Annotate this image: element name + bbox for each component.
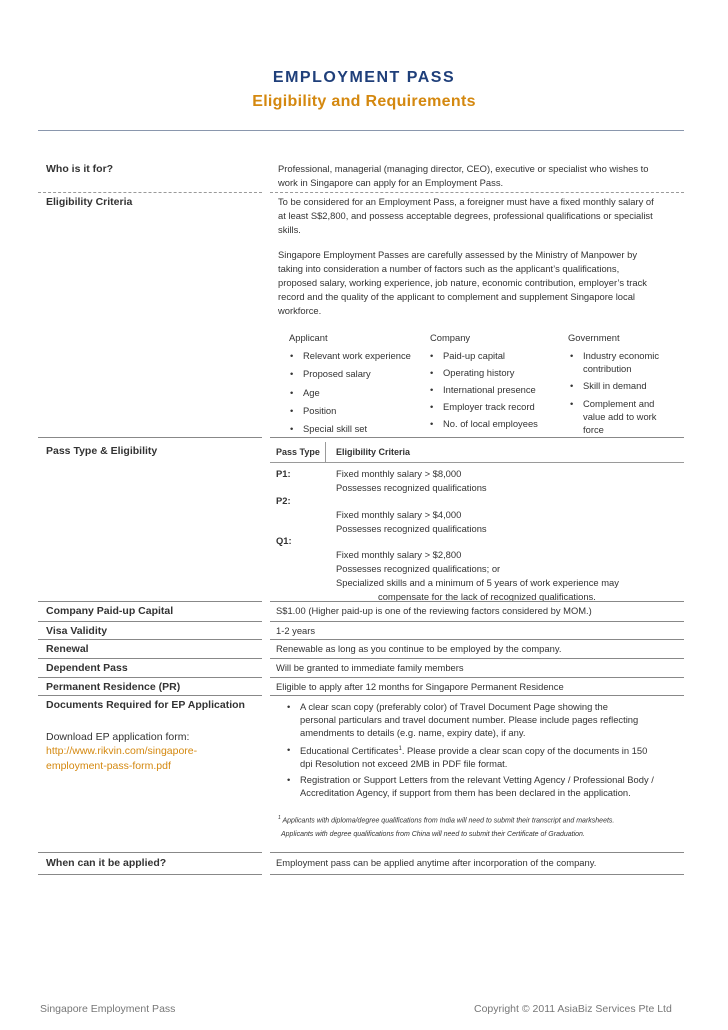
row-eligibility <box>38 193 684 438</box>
divider <box>270 852 684 853</box>
row-renewal <box>38 640 684 659</box>
row-label: Visa Validity <box>46 625 108 637</box>
table-line <box>270 462 684 463</box>
document-item: • Educational Certificates$^1$. Please provide a clear scan copy of the documents in 150 dpi Resolution not exceed 2MB in PDF file format. <box>300 743 647 770</box>
pass-type-header: Pass Type <box>276 447 320 457</box>
row-capital <box>38 602 684 622</box>
factor-item: • Skill in demand <box>583 379 647 392</box>
divider <box>270 874 684 875</box>
row-value: Employment pass can be applied anytime after incorporation of the company. <box>276 857 597 868</box>
pass-criteria-p2: Fixed monthly salary > $4,000 Possesses recognized qualifications <box>336 509 487 534</box>
row-label: Dependent Pass <box>46 662 128 674</box>
factor-header-government: Government <box>568 332 620 343</box>
factor-item: • Special skill set <box>303 422 367 435</box>
factor-item: • International presence <box>443 383 536 396</box>
footer-right: Copyright © 2011 AsiaBiz Services Pte Ltd <box>474 1003 672 1015</box>
factor-item: • Paid-up capital <box>443 349 505 362</box>
row-value: Professional, managerial (managing director, CEO), executive or specialist who wishes to work in Singapore can apply for an Employment Pass. <box>278 163 649 188</box>
row-value: Will be granted to immediate family members <box>276 662 464 673</box>
pass-criteria-q1: Fixed monthly salary > $2,800 Possesses recognized qualifications; or Specialized skills and a minimum of 5 years of work experience may compensate for the lack of recognized qualifications. <box>336 549 619 602</box>
row-value: Renewable as long as you continue to be employed by the company. <box>276 643 562 654</box>
document-item: • A clear scan copy (preferably color) of Travel Document Page showing the personal particulars and travel document number. Please include pages reflecting amendments to details (e.g. name, expiry date), if any. <box>300 700 638 739</box>
row-value: Eligible to apply after 12 months for Singapore Permanent Residence <box>276 681 564 692</box>
row-visa <box>38 622 684 640</box>
table-line <box>325 442 326 462</box>
factor-item: • Employer track record <box>443 400 535 413</box>
row-pr <box>38 678 684 696</box>
divider <box>38 852 262 853</box>
eligibility-paragraph-1: To be considered for an Employment Pass, a foreigner must have a fixed monthly salary of at least S$2,800, and possess acceptable degrees, professional qualifications or specialist skills. <box>278 196 654 235</box>
page-subtitle: Eligibility and Requirements <box>252 93 476 110</box>
row-label: Who is it for? <box>46 163 114 175</box>
download-text: Download EP application form: <box>46 731 190 743</box>
footnote: $^1$ Applicants with diploma/degree qualifications from India will need to submit their transcript and marksheets. Applicants with degree qualifications from China will need to submit their Certificate of Graduation. <box>278 815 615 839</box>
pass-criteria-p1: Fixed monthly salary > $8,000 Possesses recognized qualifications <box>336 468 487 493</box>
row-dependent <box>38 659 684 678</box>
row-label: Company Paid-up Capital <box>46 605 174 617</box>
document-item: • Registration or Support Letters from the relevant Vetting Agency / Professional Body / Accreditation Agency, if support from them has been declared in the application. <box>300 773 654 799</box>
page-header <box>0 69 728 111</box>
row-documents <box>38 696 684 840</box>
eligibility-criteria-header: Eligibility Criteria <box>336 447 411 457</box>
row-value: 1-2 years <box>276 625 316 636</box>
factor-item: • Proposed salary <box>303 367 371 380</box>
factor-item: • Operating history <box>443 366 514 379</box>
footer-left: Singapore Employment Pass <box>40 1003 176 1015</box>
factor-item: • No. of local employees <box>443 417 538 430</box>
row-value: S$1.00 (Higher paid-up is one of the reviewing factors considered by MOM.) <box>276 605 592 616</box>
factor-header-applicant: Applicant <box>289 332 328 343</box>
factor-item: • Age <box>303 386 320 399</box>
divider <box>38 437 262 438</box>
row-label: Documents Required for EP Application <box>46 699 245 711</box>
divider <box>270 437 684 438</box>
row-label: Eligibility Criteria <box>46 196 133 208</box>
eligibility-paragraph-2: Singapore Employment Passes are carefully assessed by the Ministry of Manpower by taking into consideration a number of factors such as the applicant’s qualifications, proposed salary, working experience, job nature, economic contribution, employer’s track record and the quality of the applicant to complement and supplement Singapore local workforce. <box>278 249 647 316</box>
pass-type-q1: Q1: <box>276 535 292 546</box>
row-when <box>38 854 684 875</box>
row-label: Renewal <box>46 643 89 655</box>
row-pass-type <box>38 442 684 602</box>
factor-item: • Industry economic contribution <box>583 349 659 375</box>
row-label: When can it be applied? <box>46 857 167 869</box>
page-title: EMPLOYMENT PASS <box>272 69 456 86</box>
pass-type-p1: P1: <box>276 468 291 479</box>
row-label: Permanent Residence (PR) <box>46 681 181 693</box>
header-divider <box>38 130 684 131</box>
factor-item: • Relevant work experience <box>303 349 411 362</box>
factor-header-company: Company <box>430 332 471 343</box>
download-link[interactable]: http://www.rikvin.com/singapore- employment-pass-form.pdf <box>46 745 198 772</box>
pass-type-p2: P2: <box>276 495 291 506</box>
factor-item: • Complement and value add to work force <box>583 397 656 436</box>
divider <box>38 874 262 875</box>
row-label: Pass Type & Eligibility <box>46 445 158 457</box>
factor-item: • Position <box>303 404 336 417</box>
row-who <box>38 160 684 193</box>
